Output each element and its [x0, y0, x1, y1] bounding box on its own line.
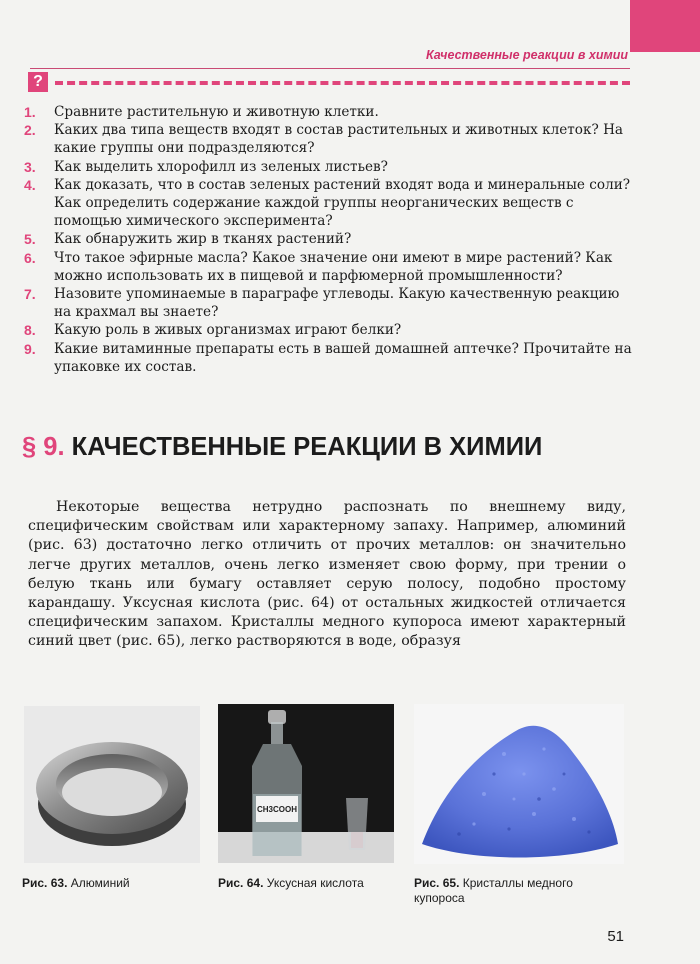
- page-number: 51: [607, 928, 624, 945]
- dashed-separator: [55, 81, 630, 85]
- figure-65-caption: [414, 876, 614, 906]
- figure-label: Рис. 63.: [22, 876, 68, 890]
- question-text: Сравните растительную и животную клетки.: [54, 104, 379, 120]
- aluminum-ring-image: [24, 706, 200, 863]
- question-text: Как доказать, что в состав зеленых растений входят вода и минеральные соли? Как определить содержание каждой группы неорганических веществ с помощью химического эксперимента?: [54, 176, 631, 230]
- section-heading: [22, 433, 542, 462]
- questions-list: [24, 103, 634, 376]
- running-title: Качественные реакции в химии: [426, 48, 628, 62]
- section-title-text: КАЧЕСТВЕННЫЕ РЕАКЦИИ В ХИМИИ: [71, 433, 543, 461]
- question-text: Что такое эфирные масла? Какое значение они имеют в мире растений? Как можно использовать их в пищевой и парфюмерной промышленности?: [54, 249, 613, 284]
- question-icon: ?: [28, 72, 48, 92]
- question-number: 8.: [24, 322, 36, 339]
- section-number: § 9.: [22, 433, 65, 461]
- question-item: [24, 230, 634, 248]
- question-item: [24, 340, 634, 376]
- question-number: 9.: [24, 340, 36, 357]
- question-number: 2.: [24, 122, 36, 139]
- question-item: [24, 158, 634, 176]
- question-item: [24, 285, 634, 321]
- question-number: 5.: [24, 231, 36, 248]
- question-item: [24, 249, 634, 285]
- question-number: 4.: [24, 176, 36, 193]
- question-text: Как выделить хлорофилл из зеленых листьев?: [54, 158, 388, 175]
- pink-corner-tab: [630, 0, 700, 52]
- question-item: [24, 321, 634, 339]
- copper-sulfate-crystals-image: [414, 704, 624, 864]
- question-text: Каких два типа веществ входят в состав растительных и животных клеток? На какие группы они подразделяются?: [54, 122, 624, 157]
- figure-caption-text: Уксусная кислота: [266, 876, 364, 890]
- figure-label: Рис. 64.: [218, 876, 264, 890]
- question-number: 6.: [24, 249, 36, 266]
- acetic-acid-bottle-image: [218, 704, 394, 863]
- question-text: Как обнаружить жир в тканях растений?: [54, 231, 352, 248]
- question-item: [24, 103, 634, 121]
- question-number: 1.: [24, 104, 36, 120]
- body-paragraph: Некоторые вещества нетрудно распознать по внешнему виду, специфическим свойствам или характерному запаху. Например, алюминий (рис. 63) достаточно легко отличить от прочих металлов: он значительно легче других металлов, очень легко изменяет свою форму, при трении о белую ткань или бумагу оставляет серую полосу, подобно простому карандашу. Уксусная кислота (рис. 64) от остальных жидкостей отличается специфическим запахом. Кристаллы медного купороса имеют характерный синий цвет (рис. 65), легко растворяются в воде, образуя: [28, 499, 626, 650]
- header-rule: [30, 68, 630, 69]
- figure-63-caption: [22, 876, 202, 891]
- question-number: 3.: [24, 158, 36, 175]
- figure-label: Рис. 65.: [414, 876, 460, 890]
- question-text: Назовите упоминаемые в параграфе углеводы. Какую качественную реакцию на крахмал вы знаете?: [54, 286, 620, 321]
- question-item: [24, 121, 634, 157]
- figure-caption-text: Кристаллы медного купороса: [414, 876, 573, 905]
- question-number: 7.: [24, 286, 36, 303]
- question-text: Какие витаминные препараты есть в вашей домашней аптечке? Прочитайте на упаковке их состав.: [54, 340, 632, 375]
- figure-caption-text: Алюминий: [70, 876, 130, 890]
- question-text: Какую роль в живых организмах играют белки?: [54, 322, 402, 339]
- bottle-label: CH3COOH: [256, 805, 298, 814]
- figure-64-caption: [218, 876, 398, 891]
- question-item: [24, 176, 634, 231]
